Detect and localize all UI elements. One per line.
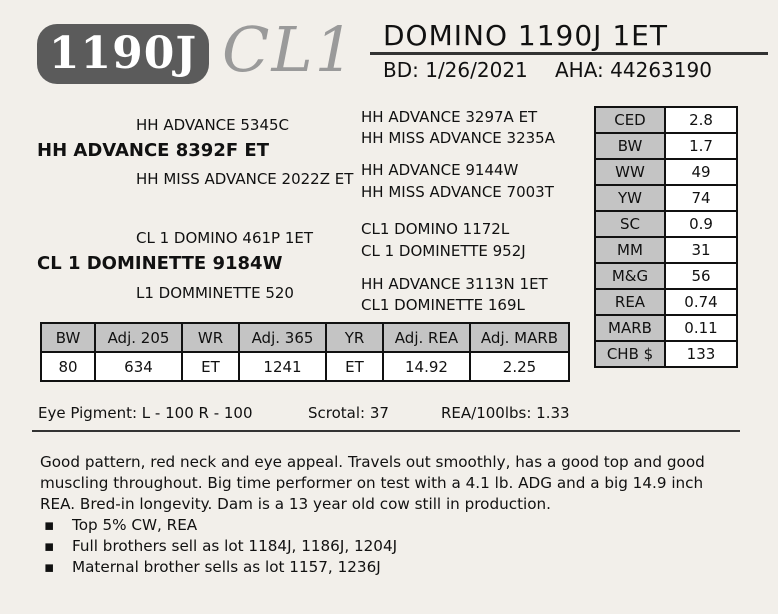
epd-trait: MARB	[595, 315, 665, 341]
title-rule	[370, 52, 768, 55]
pedigree-ds-sire: CL1 DOMINO 1172L	[361, 220, 510, 238]
epd-trait: YW	[595, 185, 665, 211]
perf-header-yr: YR	[326, 323, 383, 352]
epd-trait: CED	[595, 107, 665, 133]
pedigree-sd-dam: HH MISS ADVANCE 7003T	[361, 183, 554, 201]
perf-value-yr: ET	[326, 352, 383, 381]
epd-value: 31	[665, 237, 737, 263]
brand-logo: CL1	[222, 13, 357, 86]
epd-row	[595, 341, 737, 367]
pedigree-sire-dam: HH MISS ADVANCE 2022Z ET	[136, 170, 354, 188]
perf-value-adj365: 1241	[239, 352, 326, 381]
bullet-text: Top 5% CW, REA	[72, 516, 198, 534]
perf-header-adj365: Adj. 365	[239, 323, 326, 352]
perf-header-bw: BW	[41, 323, 95, 352]
perf-header-wr: WR	[182, 323, 239, 352]
epd-value: 0.9	[665, 211, 737, 237]
rea-per-100lbs: REA/100lbs: 1.33	[441, 404, 570, 422]
description-text: Good pattern, red neck and eye appeal. Travels out smoothly, has a good top and good muscling throughout. Big time performer on test with a 4.1 lb. ADG and a big 14.9 inch REA. Bred-in longevity. Dam is a 13 year old cow still in production.	[40, 453, 705, 513]
bullet-text: Full brothers sell as lot 1184J, 1186J, 1204J	[72, 537, 398, 555]
epd-trait: WW	[595, 159, 665, 185]
pedigree-dd-dam: CL1 DOMINETTE 169L	[361, 296, 525, 314]
epd-row	[595, 133, 737, 159]
perf-value-adjrea: 14.92	[383, 352, 470, 381]
epd-row	[595, 263, 737, 289]
eye-pigment: Eye Pigment: L - 100 R - 100	[38, 404, 253, 422]
epd-row	[595, 185, 737, 211]
epd-row	[595, 159, 737, 185]
perf-value-adjmarb: 2.25	[470, 352, 569, 381]
epd-trait: SC	[595, 211, 665, 237]
bullet-item	[40, 557, 740, 578]
pedigree-sire-sire: HH ADVANCE 5345C	[136, 116, 290, 134]
epd-value: 133	[665, 341, 737, 367]
registration-number: AHA: 44263190	[555, 58, 712, 82]
pedigree-sd-sire: HH ADVANCE 9144W	[361, 161, 519, 179]
perf-value-wr: ET	[182, 352, 239, 381]
pedigree-dam: CL 1 DOMINETTE 9184W	[37, 253, 283, 274]
bullet-icon: ▪	[44, 516, 55, 534]
epd-row	[595, 315, 737, 341]
lot-number-badge: 1190J	[37, 24, 209, 84]
epd-value: 2.8	[665, 107, 737, 133]
epd-trait: REA	[595, 289, 665, 315]
epd-trait: CHB $	[595, 341, 665, 367]
stats-rule	[32, 430, 740, 432]
epd-row	[595, 107, 737, 133]
birth-date: BD: 1/26/2021	[383, 58, 528, 82]
bullet-text: Maternal brother sells as lot 1157, 1236J	[72, 558, 381, 576]
epd-table	[594, 106, 738, 368]
perf-header-adjrea: Adj. REA	[383, 323, 470, 352]
performance-value-row	[41, 352, 569, 381]
epd-value: 0.74	[665, 289, 737, 315]
pedigree-dam-dam: L1 DOMMINETTE 520	[136, 284, 294, 302]
perf-value-adj205: 634	[95, 352, 182, 381]
epd-value: 0.11	[665, 315, 737, 341]
bullet-icon: ▪	[44, 537, 55, 555]
epd-value: 49	[665, 159, 737, 185]
perf-value-bw: 80	[41, 352, 95, 381]
animal-name: DOMINO 1190J 1ET	[383, 19, 668, 52]
scrotal: Scrotal: 37	[308, 404, 389, 422]
epd-row	[595, 211, 737, 237]
pedigree-ss-sire: HH ADVANCE 3297A ET	[361, 108, 538, 126]
pedigree-dam-sire: CL 1 DOMINO 461P 1ET	[136, 229, 314, 247]
performance-header-row	[41, 323, 569, 352]
bullet-item	[40, 536, 740, 557]
perf-header-adj205: Adj. 205	[95, 323, 182, 352]
epd-row	[595, 237, 737, 263]
performance-table	[40, 322, 570, 382]
epd-row	[595, 289, 737, 315]
description	[40, 452, 740, 578]
bullet-item	[40, 515, 740, 536]
pedigree-sire: HH ADVANCE 8392F ET	[37, 140, 269, 161]
epd-value: 1.7	[665, 133, 737, 159]
perf-header-adjmarb: Adj. MARB	[470, 323, 569, 352]
epd-trait: M&G	[595, 263, 665, 289]
bullet-icon: ▪	[44, 558, 55, 576]
pedigree-ss-dam: HH MISS ADVANCE 3235A	[361, 129, 555, 147]
epd-value: 56	[665, 263, 737, 289]
epd-trait: BW	[595, 133, 665, 159]
pedigree-dd-sire: HH ADVANCE 3113N 1ET	[361, 275, 548, 293]
epd-value: 74	[665, 185, 737, 211]
epd-trait: MM	[595, 237, 665, 263]
pedigree-ds-dam: CL 1 DOMINETTE 952J	[361, 242, 526, 260]
